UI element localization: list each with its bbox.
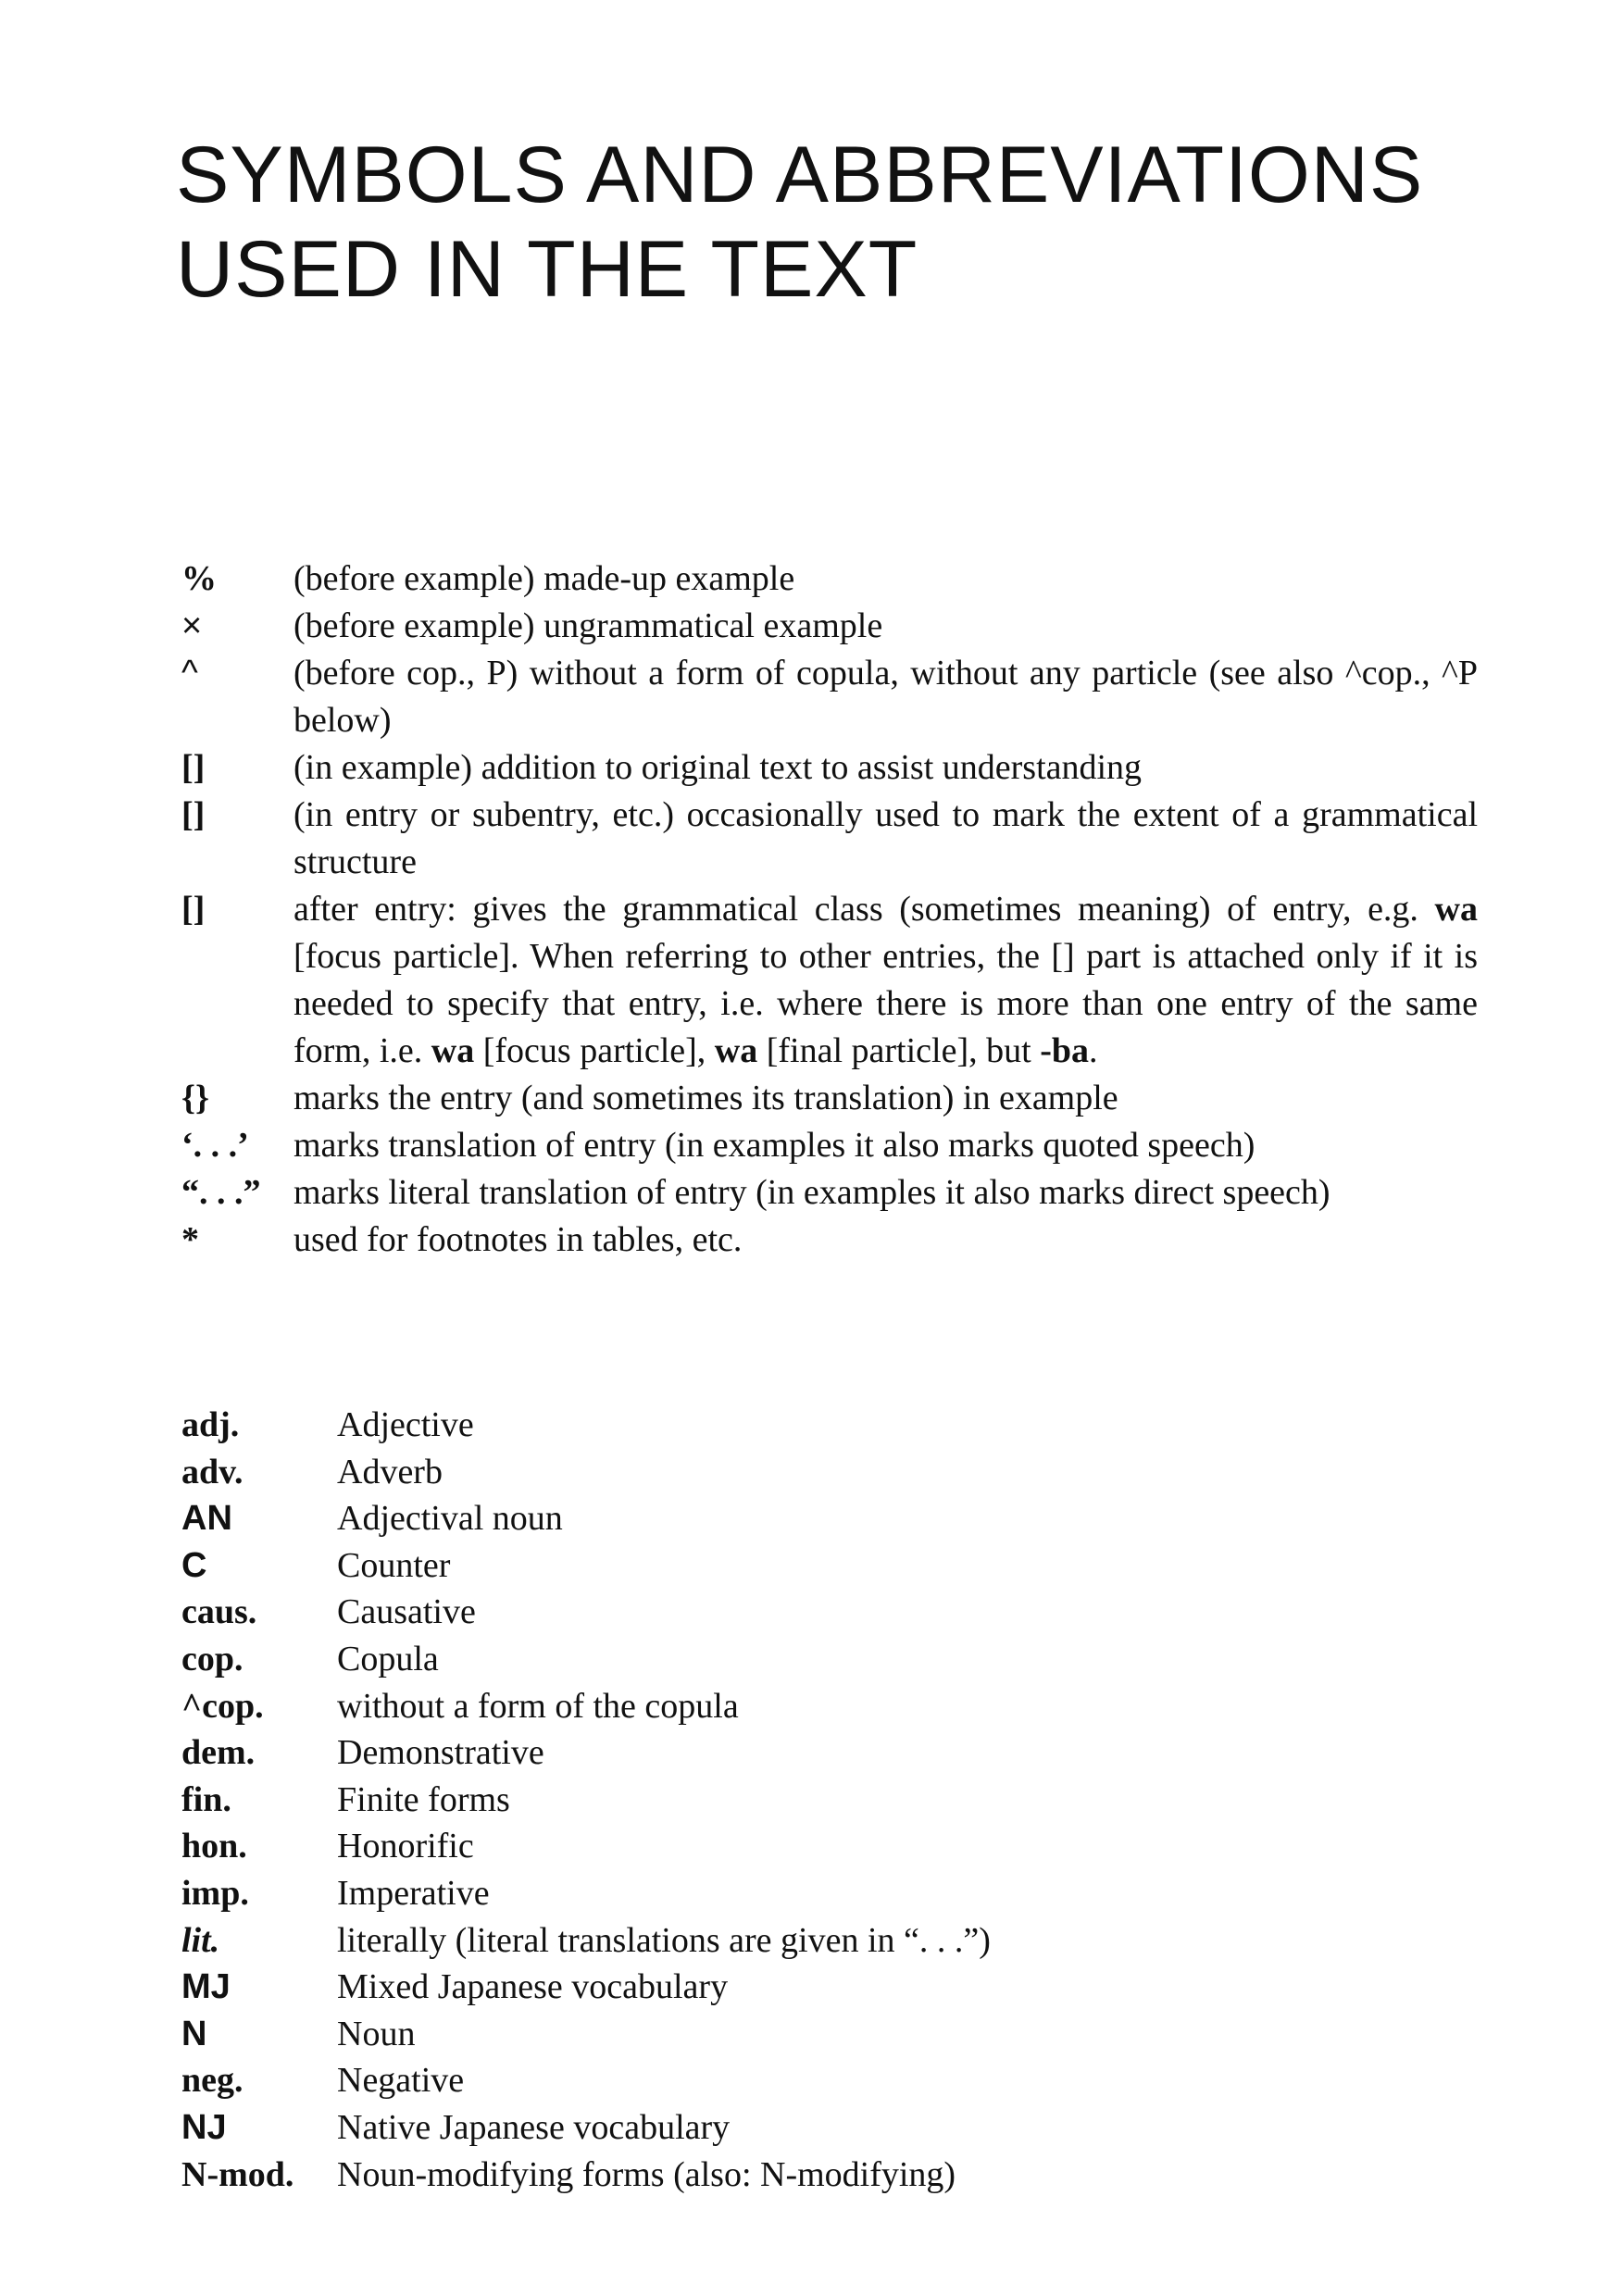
abbreviation-meaning: Finite forms <box>337 1779 510 1819</box>
symbol-glyph: * <box>181 1220 199 1259</box>
symbol-description <box>294 1122 1478 1169</box>
abbreviation-row <box>181 1870 1478 1917</box>
description-text: (in entry or subentry, etc.) occasionally used to mark the extent of a grammatical structure <box>294 795 1478 881</box>
symbol-row <box>181 1122 1478 1169</box>
symbol-glyph: ^ <box>181 654 198 693</box>
abbreviation-meaning: Adjectival noun <box>337 1499 563 1539</box>
abbreviation-term: N <box>181 2014 207 2053</box>
symbol-glyph: × <box>181 606 203 645</box>
abbreviation-row <box>181 1449 1478 1496</box>
symbol-description <box>294 650 1478 744</box>
abbreviation-row <box>181 2152 1478 2199</box>
abbreviation-meaning: Negative <box>337 2061 465 2101</box>
abbreviation-meaning: Adjective <box>337 1405 474 1444</box>
abbreviation-row <box>181 1495 1478 1542</box>
symbol-row <box>181 886 1478 1075</box>
abbreviation-term: AN <box>181 1499 232 1539</box>
description-text: marks the entry (and sometimes its translation) in example <box>294 1079 1118 1117</box>
abbreviation-meaning: Imperative <box>337 1873 490 1913</box>
symbol-row <box>181 555 1478 603</box>
abbreviation-term: adj. <box>181 1405 240 1444</box>
abbreviation-term: fin. <box>181 1779 231 1819</box>
abbreviation-term: hon. <box>181 1827 247 1866</box>
abbreviation-meaning: Noun-modifying forms (also: N-modifying) <box>337 2154 956 2194</box>
abbreviation-row <box>181 2011 1478 2058</box>
description-text: (before example) made-up example <box>294 559 795 598</box>
description-text: [focus particle], <box>474 1031 715 1070</box>
symbol-description <box>294 744 1478 792</box>
abbreviation-row <box>181 1917 1478 1965</box>
abbreviation-meaning: Mixed Japanese vocabulary <box>337 1967 729 2007</box>
symbol-glyph: “. . .” <box>181 1173 261 1212</box>
abbreviation-row <box>181 1589 1478 1636</box>
description-text: (before example) ungrammatical example <box>294 606 883 645</box>
abbreviation-term: lit. <box>181 1920 220 1960</box>
abbreviation-term: cop. <box>181 1639 244 1678</box>
symbol-row <box>181 1075 1478 1122</box>
symbol-glyph: % <box>181 559 217 598</box>
abbreviation-term: imp. <box>181 1873 249 1913</box>
entry-term: wa <box>431 1031 475 1070</box>
symbol-description <box>294 886 1478 1075</box>
abbreviation-row <box>181 1542 1478 1590</box>
symbols-list <box>181 555 1478 1264</box>
symbol-description <box>294 555 1478 603</box>
abbreviation-term: adv. <box>181 1452 244 1491</box>
symbol-description <box>294 603 1478 650</box>
description-text: used for footnotes in tables, etc. <box>294 1220 743 1259</box>
abbreviation-row <box>181 1729 1478 1777</box>
abbreviation-row <box>181 1823 1478 1870</box>
abbreviation-meaning: Native Japanese vocabulary <box>337 2107 731 2147</box>
abbreviation-meaning: Noun <box>337 2014 416 2053</box>
description-text: after entry: gives the grammatical class (sometimes meaning) of entry, e.g. <box>294 890 1435 929</box>
symbol-glyph: [] <box>181 890 206 929</box>
abbreviation-row <box>181 1964 1478 2011</box>
abbreviation-row <box>181 2104 1478 2152</box>
symbol-glyph: [] <box>181 795 206 834</box>
description-text: marks translation of entry (in examples it also marks quoted speech) <box>294 1126 1255 1165</box>
abbreviation-term: N-mod. <box>181 2154 294 2194</box>
abbreviation-row <box>181 1777 1478 1824</box>
abbreviation-meaning: Adverb <box>337 1452 443 1491</box>
description-text: [final particle], but <box>757 1031 1041 1070</box>
abbreviation-term: caus. <box>181 1592 257 1632</box>
symbol-row <box>181 1169 1478 1217</box>
description-text: (in example) addition to original text to assist understanding <box>294 748 1143 787</box>
description-text: marks literal translation of entry (in examples it also marks direct speech) <box>294 1173 1330 1212</box>
abbreviation-term: MJ <box>181 1967 231 2007</box>
abbreviation-row <box>181 1683 1478 1730</box>
page-title-line-2: USED IN THE TEXT <box>176 225 918 314</box>
abbreviation-term: neg. <box>181 2061 244 2101</box>
page-title <box>176 128 1423 317</box>
symbol-glyph: {} <box>181 1079 209 1117</box>
symbol-row <box>181 1217 1478 1264</box>
description-text: [focus particle]. When referring to other entries, the [] part is attached only if it is needed to specify that entry, i.e. where there is more than one entry of the same form, i.e. <box>294 937 1478 1070</box>
abbreviation-row <box>181 1402 1478 1449</box>
symbol-row <box>181 603 1478 650</box>
abbreviation-row <box>181 1636 1478 1683</box>
abbreviation-meaning: literally (literal translations are given in “. . .”) <box>337 1920 991 1960</box>
symbol-description <box>294 1169 1478 1217</box>
symbol-row <box>181 744 1478 792</box>
entry-term: wa <box>714 1031 758 1070</box>
symbol-row <box>181 650 1478 744</box>
abbreviation-term: NJ <box>181 2107 227 2147</box>
abbreviation-term: ^cop. <box>181 1686 264 1726</box>
description-text: (before cop., P) without a form of copula, without any particle (see also ^cop., ^P below) <box>294 654 1478 740</box>
entry-term: wa <box>1434 890 1478 929</box>
symbol-description <box>294 1075 1478 1122</box>
abbreviation-meaning: Demonstrative <box>337 1733 544 1773</box>
description-text: . <box>1088 1031 1098 1070</box>
abbreviation-meaning: Counter <box>337 1545 451 1585</box>
symbol-glyph: [] <box>181 748 206 787</box>
symbol-row <box>181 792 1478 886</box>
abbreviation-meaning: Causative <box>337 1592 476 1632</box>
symbol-description <box>294 1217 1478 1264</box>
abbreviations-list <box>181 1402 1478 2198</box>
abbreviation-row <box>181 2057 1478 2104</box>
abbreviation-meaning: without a form of the copula <box>337 1686 739 1726</box>
abbreviation-term: C <box>181 1545 207 1585</box>
symbol-glyph: ‘. . .’ <box>181 1126 249 1165</box>
page-title-line-1: SYMBOLS AND ABBREVIATIONS <box>176 131 1424 219</box>
symbol-description <box>294 792 1478 886</box>
abbreviation-meaning: Copula <box>337 1639 439 1678</box>
entry-term: -ba <box>1040 1031 1089 1070</box>
abbreviation-term: dem. <box>181 1733 256 1773</box>
abbreviation-meaning: Honorific <box>337 1827 474 1866</box>
